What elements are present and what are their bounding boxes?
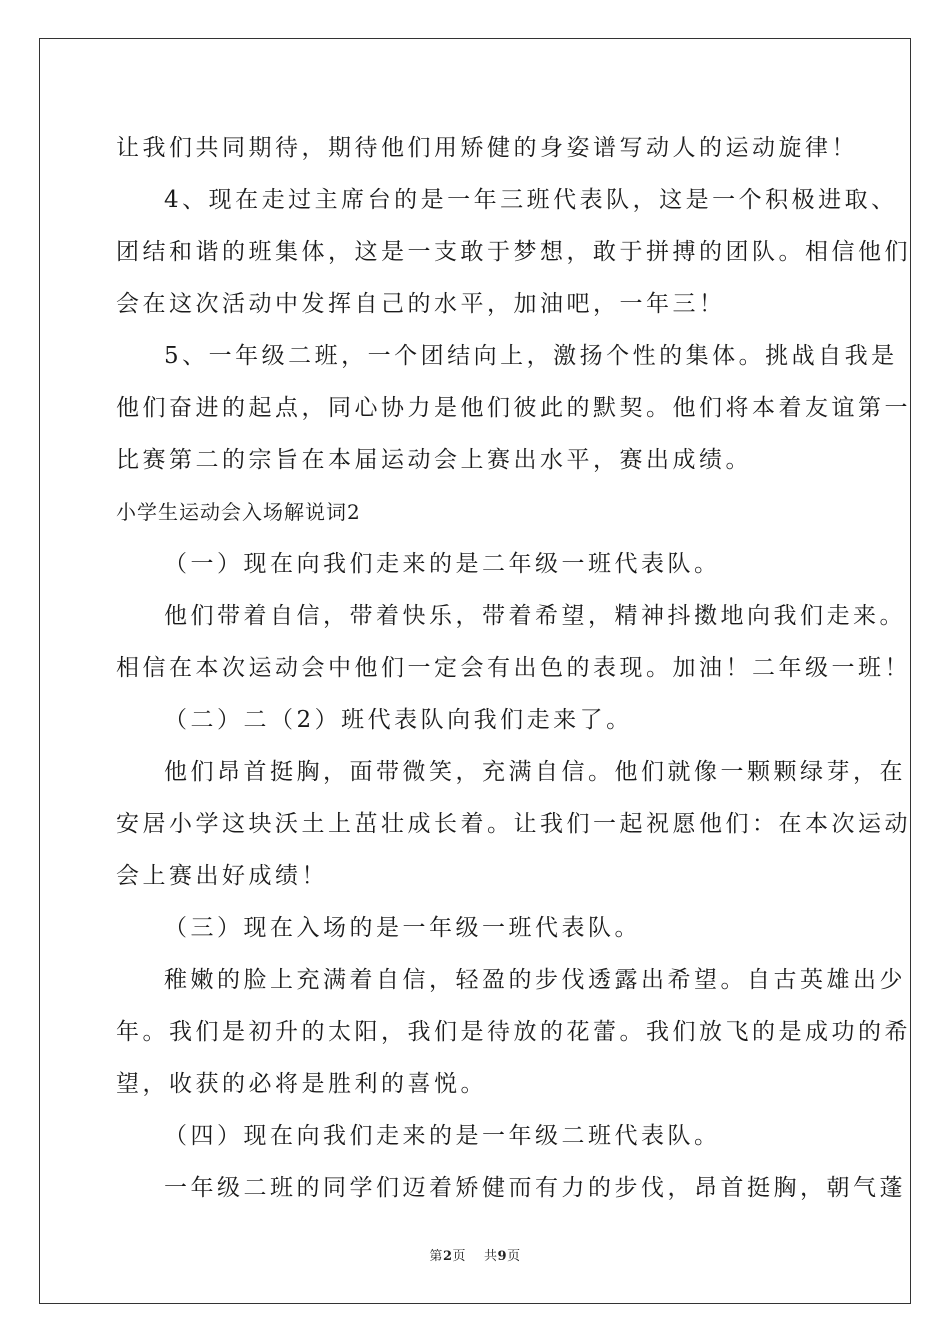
text-line: 一年级二班的同学们迈着矫健而有力的步伐，昂首挺胸，朝气蓬 [164, 1175, 906, 1201]
text-line: 他们带着自信，带着快乐，带着希望，精神抖擞地向我们走来。 [164, 603, 906, 629]
text-line: 稚嫩的脸上充满着自信，轻盈的步伐透露出希望。自古英雄出少 [164, 967, 906, 993]
text-line: 会上赛出好成绩！ [116, 863, 328, 889]
page-prefix: 第 [429, 1249, 443, 1264]
text-line: 团结和谐的班集体，这是一支敢于梦想，敢于拼搏的团队。相信他们 [116, 239, 911, 265]
text-line: 让我们共同期待，期待他们用矫健的身姿谱写动人的运动旋律！ [116, 135, 858, 161]
text-line: （四）现在向我们走来的是一年级二班代表队。 [164, 1123, 721, 1149]
total-suffix: 页 [507, 1249, 521, 1264]
text-line: 5、一年级二班，一个团结向上，激扬个性的集体。挑战自我是 [164, 343, 898, 369]
text-line: 年。我们是初升的太阳，我们是待放的花蕾。我们放飞的是成功的希 [116, 1019, 911, 1045]
text-line: 4、现在走过主席台的是一年三班代表队，这是一个积极进取、 [164, 187, 898, 213]
text-line: （二）二（2）班代表队向我们走来了。 [164, 707, 633, 733]
page-suffix: 页 [452, 1249, 466, 1264]
text-line: 安居小学这块沃土上茁壮成长着。让我们一起祝愿他们：在本次运动 [116, 811, 911, 837]
text-line: （一）现在向我们走来的是二年级一班代表队。 [164, 551, 721, 577]
section-heading: 小学生运动会入场解说词2 [116, 500, 361, 524]
text-line: 望，收获的必将是胜利的喜悦。 [116, 1071, 487, 1097]
text-line: 会在这次活动中发挥自己的水平，加油吧，一年三！ [116, 291, 726, 317]
document-body [116, 122, 911, 1214]
page-footer [0, 1245, 950, 1264]
text-line: （三）现在入场的是一年级一班代表队。 [164, 915, 641, 941]
page-number: 2 [442, 1249, 453, 1264]
total-prefix: 共 [484, 1249, 498, 1264]
text-line: 比赛第二的宗旨在本届运动会上赛出水平，赛出成绩。 [116, 447, 752, 473]
text-line: 他们昂首挺胸，面带微笑，充满自信。他们就像一颗颗绿芽，在 [164, 759, 906, 785]
text-line: 他们奋进的起点，同心协力是他们彼此的默契。他们将本着友谊第一 [116, 395, 911, 421]
text-line: 相信在本次运动会中他们一定会有出色的表现。加油！二年级一班！ [116, 655, 911, 681]
total-pages: 9 [497, 1249, 508, 1264]
